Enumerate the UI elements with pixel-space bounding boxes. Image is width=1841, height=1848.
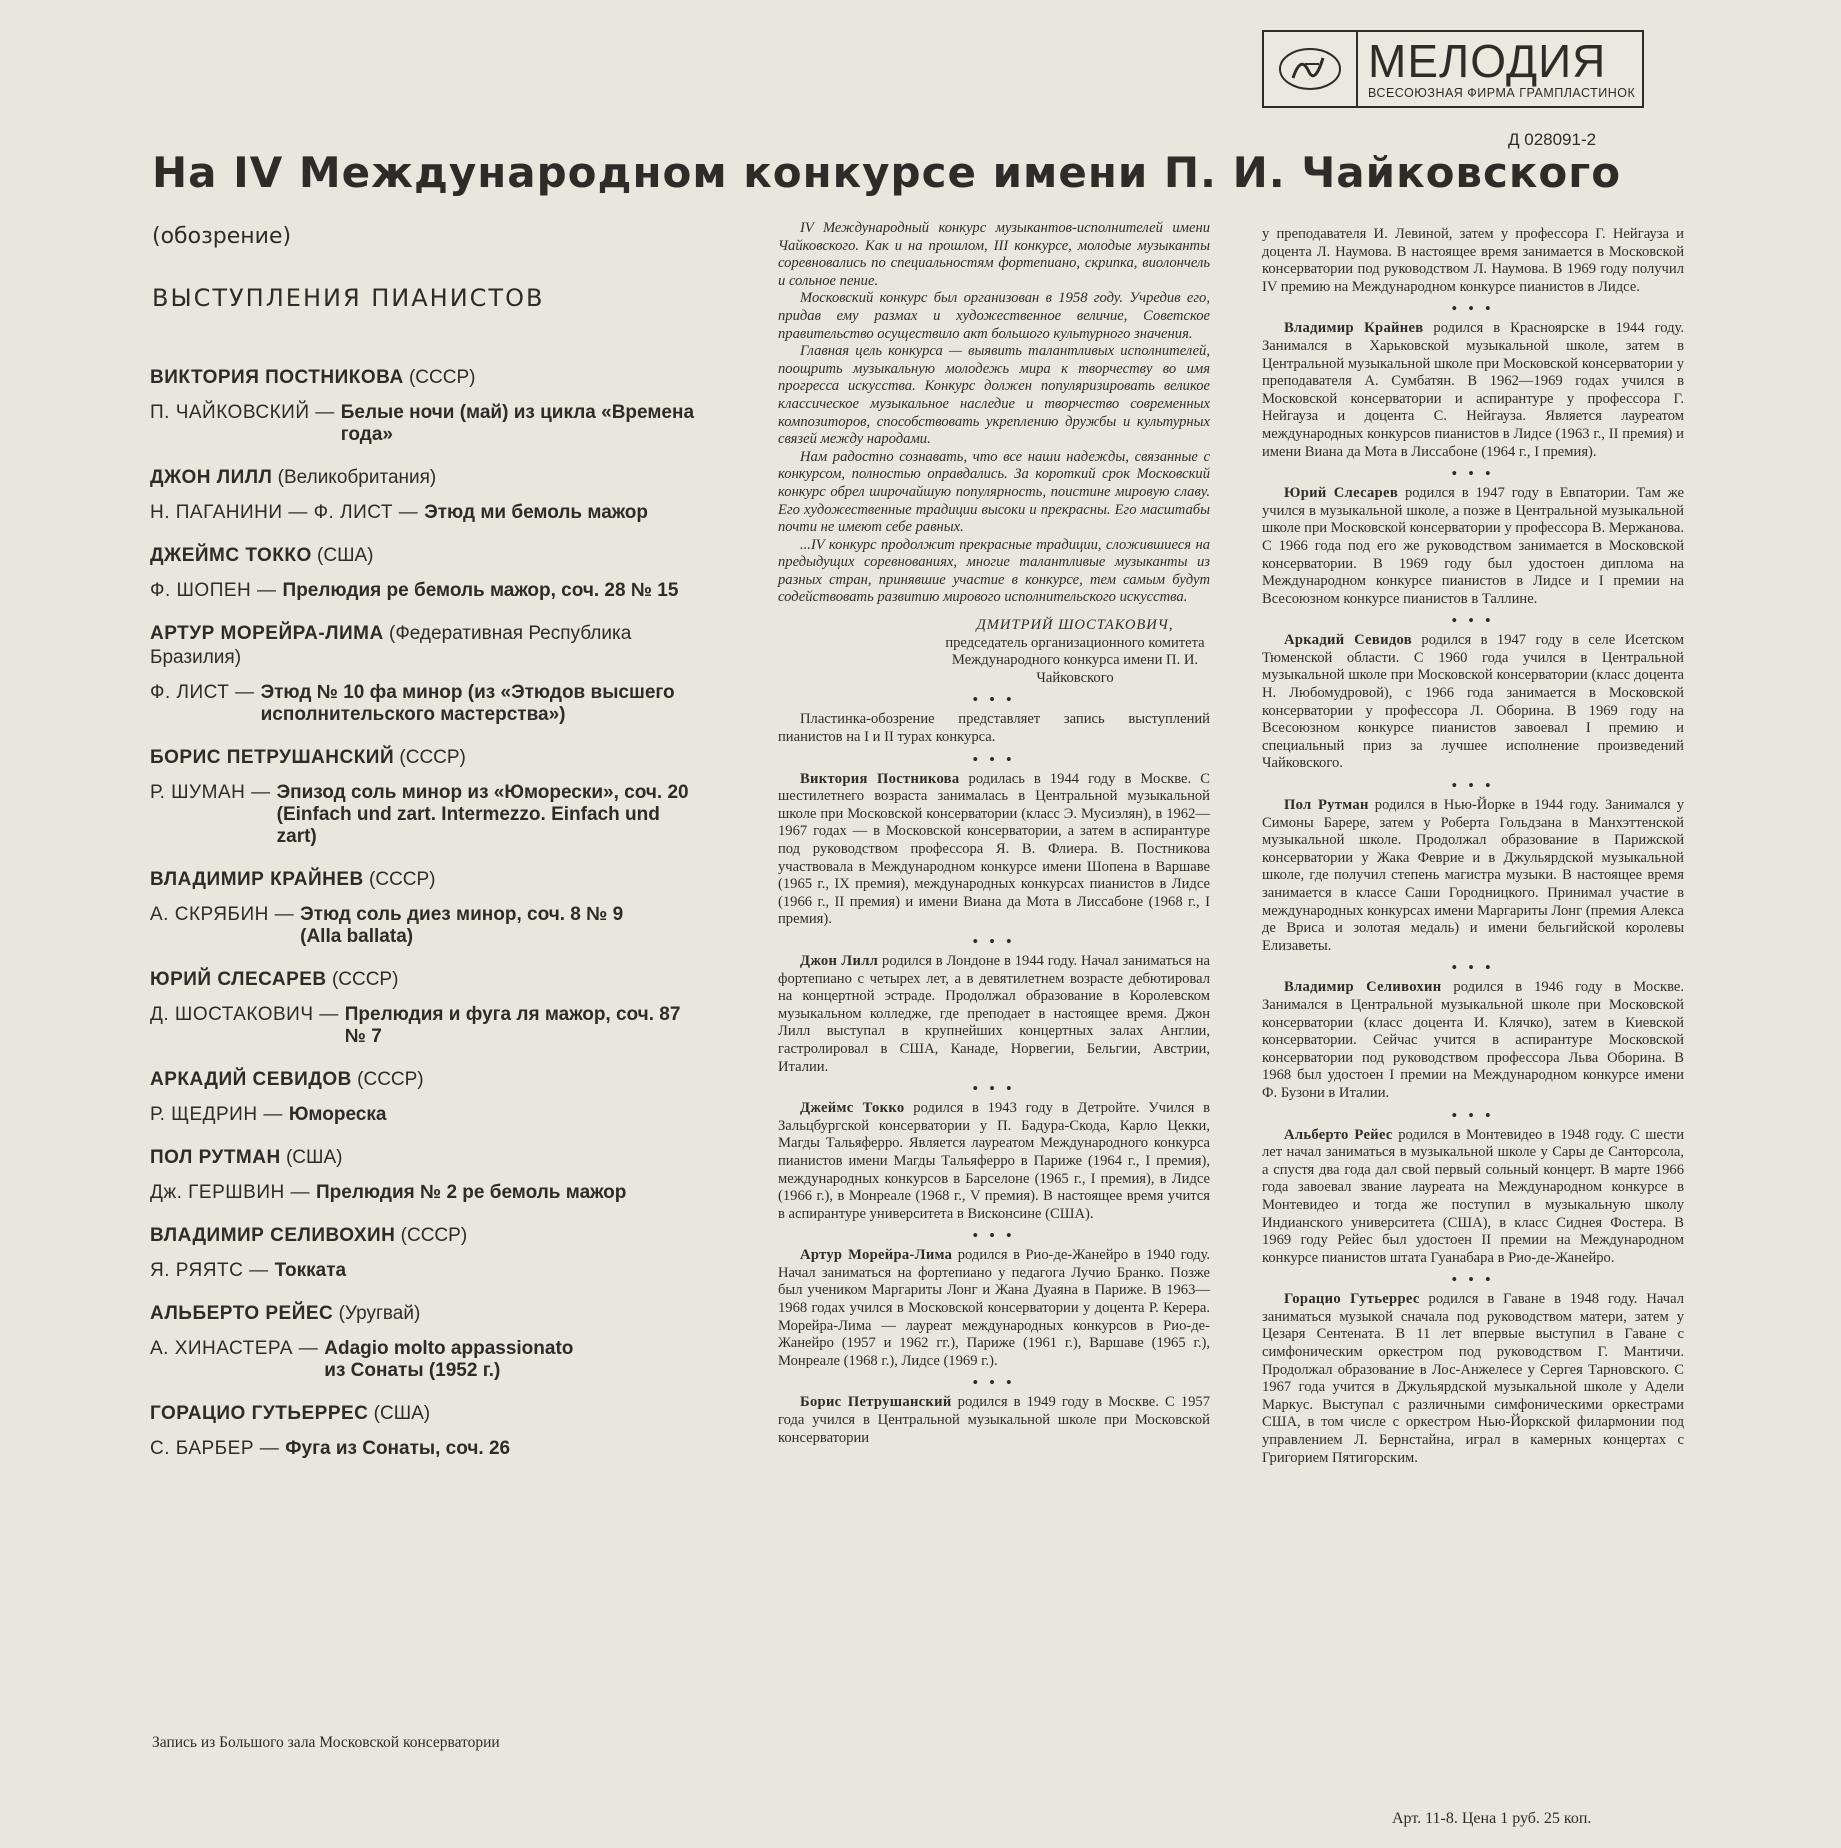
work-detail bbox=[269, 1260, 346, 1282]
work-detail bbox=[277, 580, 679, 602]
performer-country: (Уругвай) bbox=[338, 1303, 421, 1324]
work-piece: Прелюдия ре бемоль мажор, соч. 28 № 15 bbox=[282, 580, 679, 601]
performer-name: АРКАДИЙ СЕВИДОВ bbox=[150, 1069, 352, 1090]
performer-entry bbox=[150, 1224, 698, 1282]
work-note: из Сонаты (1952 г.) bbox=[324, 1360, 501, 1381]
bio-paragraph bbox=[1262, 320, 1684, 461]
separator: • • • bbox=[1451, 613, 1495, 630]
work-composer: Я. РЯЯТС — bbox=[150, 1260, 269, 1281]
bio-text: родился в 1943 году в Детройте. Учился в Зальцбургской консерватории у П. Бадура-Скода, Карло Цекки, Магды Тальяферро. Является лауреатом Международного конкурса пианистов имени Магды Тальяферро в Париже (1964 г., I премия), международных конкурсов в Барселоне (1965 г., I премия), в Лидсе (1966 г.), в Монреале (1968 г., V премия). В настоящее время учится в аспирантуре университета в Висконсине (США). bbox=[778, 1100, 1210, 1222]
bio-name: Владимир Селивохин bbox=[1284, 979, 1442, 996]
bio-text: у преподавателя И. Левиной, затем у профессора Г. Нейгауза и доцента Л. Наумова. В настоящее время занимается в Московской консерватории под руководством Л. Наумова. В 1969 году получил IV премию на Международном конкурсе пианистов в Лидсе. bbox=[1262, 226, 1684, 295]
intro-paragraph: ...IV конкурс продолжит прекрасные традиции, сложившиеся на предыдущих соревнованиях, многие талантливые музыканты из разных стран, принявшие участие в конкурсе, тем самым будут содействовать развитию мирового исполнительского искусства. bbox=[778, 536, 1210, 606]
work-detail bbox=[255, 682, 698, 726]
performer-country: (СССР) bbox=[331, 969, 399, 990]
performer-work bbox=[150, 402, 698, 446]
bio-text: родился в Гаване в 1948 году. Начал заниматься музыкой сначала под руководством матери, затем у Цезаря Сентената. В 11 лет впервые выступил в Гаване с симфоническим оркестром под руководством Г. Мантичи. Продолжал образование в Лос-Анжелесе у Сергея Тарновского. С 1967 года учится в Джульярдской музыкальной школе у Адели Маркус. Выступал с различными симфоническими оркестрами США, в том числе с оркестром Нью-Йоркской филармонии под управлением Л. Бернстайна, играл в камерных концертах с Григорием Пятигорским. bbox=[1262, 1291, 1684, 1466]
performer-heading bbox=[150, 968, 698, 992]
performer-heading bbox=[150, 1402, 698, 1426]
logo-name: МЕЛОДИЯ bbox=[1368, 35, 1607, 87]
performer-entry bbox=[150, 544, 698, 602]
bio-name: Джон Лилл bbox=[800, 952, 879, 969]
melodiya-logo bbox=[1262, 30, 1644, 108]
performer-work bbox=[150, 682, 698, 726]
bio-text: родился в Монтевидео в 1948 году. С шести лет начал заниматься в музыкальной школе у Сары де Санторсола, а спустя два года дал свой первый сольный концерт. В марте 1966 года завоевал звание лауреата на Международном конкурсе в Монтевидео и тогда же поступил в музыкальную школу Индианского университета (США), в класс Сиднея Фостера. В 1969 году Рейес был удостоен II премии на Международном конкурсе пианистов штата Гуанабара в Рио-де-Жанейро. bbox=[1262, 1126, 1685, 1266]
bio-paragraph bbox=[778, 1247, 1210, 1370]
bio-paragraph bbox=[778, 1100, 1210, 1223]
performer-name: ВИКТОРИЯ ПОСТНИКОВА bbox=[150, 367, 404, 388]
performer-work bbox=[150, 580, 698, 602]
work-piece: Фуга из Сонаты, соч. 26 bbox=[285, 1438, 511, 1459]
work-detail bbox=[418, 502, 648, 524]
work-detail bbox=[318, 1338, 573, 1382]
work-piece: Прелюдия № 2 ре бемоль мажор bbox=[316, 1182, 627, 1203]
article-column-right bbox=[1262, 226, 1684, 1467]
work-detail bbox=[294, 904, 623, 948]
bio-name: Виктория Постникова bbox=[800, 770, 960, 787]
bio-text: родился в 1946 году в Москве. Занимался в Центральной музыкальной школе при Московской консерватории (класс доцента И. Клячко), затем в Киевской консерватории. Сейчас учится в аспирантуре Московской консерватории под руководством профессора Льва Оборина. В 1968 был удостоен I премии на Международном конкурсе имени Ф. Бузони в Италии. bbox=[1262, 979, 1684, 1101]
work-piece: Белые ночи (май) из цикла «Времена года» bbox=[340, 402, 695, 445]
performer-heading bbox=[150, 868, 698, 892]
performer-heading bbox=[150, 544, 698, 568]
separator: • • • bbox=[972, 692, 1016, 709]
performer-work bbox=[150, 1182, 698, 1204]
work-piece: Токката bbox=[274, 1260, 347, 1281]
performer-name: ЮРИЙ СЛЕСАРЕВ bbox=[150, 969, 327, 990]
performer-country: (США) bbox=[317, 545, 374, 566]
performer-country: (СССР) bbox=[357, 1069, 424, 1090]
catalog-number: Д 028091-2 bbox=[1508, 130, 1597, 149]
separator: • • • bbox=[972, 1375, 1016, 1392]
separator: • • • bbox=[972, 933, 1016, 950]
work-detail bbox=[335, 402, 698, 446]
performer-name: ГОРАЦИО ГУТЬЕРРЕС bbox=[150, 1403, 369, 1424]
bio-name: Джеймс Токко bbox=[800, 1100, 905, 1117]
performer-heading bbox=[150, 622, 698, 670]
bio-paragraph bbox=[1262, 226, 1684, 296]
bio-paragraph bbox=[1262, 485, 1684, 608]
separator: • • • bbox=[972, 1081, 1016, 1098]
bio-paragraph bbox=[778, 953, 1210, 1076]
bio-text: родился в Рио-де-Жанейро в 1940 году. Начал заниматься на фортепиано у педагога Лучио Бранко. Позже был учеником Маргариты Лонг и Жана Дуаяна в Париже. В 1963—1968 годах учился в Московской консерватории у доцента Р. Керера. Морейра-Лима — лауреат международных конкурсов в Рио-де-Жанейро (1957 и 1962 гг.), Париже (1961 г.), Варшаве (1965 г.), Монреале (1968 г.), Лидсе (1969 г.). bbox=[778, 1247, 1210, 1369]
performer-work bbox=[150, 1260, 698, 1282]
work-composer: Ф. ЛИСТ — bbox=[150, 682, 255, 703]
signature-role: председатель организационного комитета Международного конкурса имени П. И. Чайковского bbox=[945, 634, 1205, 686]
bio-name: Горацио Гутьеррес bbox=[1284, 1291, 1420, 1308]
bio-paragraph bbox=[1262, 1127, 1684, 1268]
separator: • • • bbox=[1451, 1272, 1495, 1289]
performer-country: (Великобритания) bbox=[277, 467, 437, 488]
performer-entry bbox=[150, 968, 698, 1048]
work-note: (Einfach und zart. Intermezzo. Einfach und zart) bbox=[276, 804, 660, 847]
bio-text: родился в Лондоне в 1944 году. Начал заниматься на фортепиано с четырех лет, а в девятилетнем возрасте дебютировал на концертной эстраде. Продолжал образование в Королевском музыкальном колледже, где преподает в настоящее время. Джон Лилл выступал в крупнейших концертных залах Англии, гастролировал в США, Канаде, Норвегии, Бельгии, Австрии, Италии. bbox=[778, 952, 1210, 1075]
article-column-middle bbox=[778, 220, 1210, 1447]
work-piece: Этюд № 10 фа минор (из «Этюдов высшего исполнительского мастерства») bbox=[260, 682, 675, 725]
bio-name: Владимир Крайнев bbox=[1284, 320, 1424, 337]
performer-name: АЛЬБЕРТО РЕЙЕС bbox=[150, 1303, 334, 1324]
signature-name: ДМИТРИЙ ШОСТАКОВИЧ, bbox=[976, 617, 1174, 634]
bio-text: родился в Красноярске в 1944 году. Занимался в Харьковской музыкальной школе, затем в Центральной музыкальной школе при Московской консерватории у преподавателя А. Сумбатян. В 1962—1969 годах учился в Московской консерватории и аспирантуре у профессора Г. Нейгауза и доцента С. Нейгауза. Является лауреатом международных конкурсов пианистов в Лидсе (1963 г., II премия) и имени Виана да Мота в Лиссабоне (1964 г., I премия). bbox=[1262, 320, 1685, 460]
performer-name: ПОЛ РУТМАН bbox=[150, 1147, 281, 1168]
work-note: (Alla ballata) bbox=[300, 926, 414, 947]
work-detail bbox=[271, 782, 698, 848]
work-composer: Дж. ГЕРШВИН — bbox=[150, 1182, 311, 1203]
section-heading: ВЫСТУПЛЕНИЯ ПИАНИСТОВ bbox=[152, 284, 545, 312]
work-piece: Adagio molto appassionato bbox=[324, 1338, 574, 1359]
logo-subtitle: ВСЕСОЮЗНАЯ ФИРМА ГРАМПЛАСТИНОК bbox=[1368, 86, 1636, 100]
separator: • • • bbox=[1451, 1107, 1495, 1124]
performer-entry bbox=[150, 1146, 698, 1204]
bio-paragraph bbox=[1262, 797, 1684, 955]
performer-entry bbox=[150, 622, 698, 726]
separator: • • • bbox=[1451, 301, 1495, 318]
work-piece: Эпизод соль минор из «Юморески», соч. 20 bbox=[276, 782, 689, 803]
performer-name: ДЖЕЙМС ТОККО bbox=[150, 545, 312, 566]
performer-list bbox=[150, 366, 698, 1480]
work-detail bbox=[279, 1438, 510, 1460]
bio-paragraph bbox=[1262, 979, 1684, 1102]
work-composer: Н. ПАГАНИНИ — Ф. ЛИСТ — bbox=[150, 502, 419, 523]
bio-name: Аркадий Севидов bbox=[1284, 632, 1412, 649]
bio-text: родился в 1949 году в Москве. С 1957 года учился в Центральной музыкальной школе при Московской консерватории bbox=[778, 1394, 1210, 1446]
performer-name: АРТУР МОРЕЙРА-ЛИМА bbox=[150, 623, 384, 644]
bio-paragraph bbox=[1262, 1291, 1684, 1467]
bio-paragraph bbox=[1262, 632, 1684, 773]
price-line: Арт. 11-8. Цена 1 руб. 25 коп. bbox=[1392, 1810, 1592, 1827]
performer-heading bbox=[150, 1224, 698, 1248]
work-piece: Юмореска bbox=[288, 1104, 387, 1125]
bio-name: Пол Рутман bbox=[1284, 797, 1369, 814]
performer-name: ВЛАДИМИР КРАЙНЕВ bbox=[150, 869, 364, 890]
bio-paragraph bbox=[778, 771, 1210, 929]
bio-name: Борис Петрушанский bbox=[800, 1394, 952, 1411]
intro-paragraph: IV Международный конкурс музыкантов-исполнителей имени Чайковского. Как и на прошлом, III конкурсе, молодые музыканты соревновались по специальностям фортепиано, скрипка, виолончель и сольное пение. bbox=[778, 220, 1210, 289]
work-composer: Ф. ШОПЕН — bbox=[150, 580, 277, 601]
separator: • • • bbox=[972, 751, 1016, 768]
work-piece: Этюд соль диез минор, соч. 8 № 9 bbox=[300, 904, 624, 925]
bio-text: родился в Нью-Йорке в 1944 году. Занимался у Симоны Барере, затем у Роберта Гольдзана в Манхэттенской музыкальной школе. Продолжал образование в Парижской консерватории у Жака Февриe и в Джульярдской музыкальной школе, где получил степень магистра музыки. В настоящее время занимается в классе Саши Городницкого. Принимал участие в международных конкурсах имени Маргариты Лонг (премия Алекса де Вриса и золотая медаль) и имени бельгийской королевы Елизаветы. bbox=[1262, 797, 1684, 954]
intro-paragraph: Нам радостно сознавать, что все наши надежды, связанные с конкурсом, полностью оправдались. За короткий срок Московский конкурс обрел широчайшую популярность, поистине мировую славу. Его художественные традиции высоки и прекрасны. Его масштабы почти не имеют себе равных. bbox=[778, 448, 1210, 536]
separator: • • • bbox=[1451, 466, 1495, 483]
work-piece: Прелюдия и фуга ля мажор, соч. 87 № 7 bbox=[344, 1004, 681, 1047]
intro-paragraph: Главная цель конкурса — выявить талантливых исполнителей, поощрить музыкальную молодежь мира к творчеству во имя прогресса искусства. Конкурс должен популяризировать великое классическое музыкальное наследие и творчество современных композиторов, способствовать укреплению дружбы и культурных связей между народами. bbox=[778, 343, 1210, 448]
performer-work bbox=[150, 1004, 698, 1048]
separator: • • • bbox=[1451, 778, 1495, 795]
separator: • • • bbox=[972, 1228, 1016, 1245]
work-detail bbox=[310, 1182, 626, 1204]
melodiya-emblem-icon bbox=[1264, 32, 1358, 106]
work-composer: Д. ШОСТАКОВИЧ — bbox=[150, 1004, 339, 1025]
performer-name: БОРИС ПЕТРУШАНСКИЙ bbox=[150, 747, 395, 768]
performer-entry bbox=[150, 1402, 698, 1460]
bio-text: родился в 1947 году в Евпатории. Там же учился в музыкальной школе, а позже в Центральной музыкальной школе при Московской консерватории у профессора В. Мержанова. С 1966 года под его же руководством занимается в Московской консерватории. В 1969 году был удостоен диплома на Международном конкурсе пианистов в Лидсе и I премии на Всесоюзном конкурсе пианистов в Таллине. bbox=[1262, 485, 1684, 607]
page-title: На IV Международном конкурсе имени П. И. Чайковского bbox=[152, 148, 1622, 197]
performer-heading bbox=[150, 1302, 698, 1326]
performer-work bbox=[150, 1438, 698, 1460]
bio-text: родился в 1947 году в селе Исетском Тюменской области. С 1960 года учился в Центральной музыкальной школе при Московской консерватории (класс доцента Н. Любомудровой), с 1966 года занимается в Московской консерватории у профессора Л. Оборина. В 1969 году на Всесоюзном конкурсе пианистов завоевал I премию и специальный приз за лучшее исполнение произведений Чайковского. bbox=[1262, 632, 1684, 772]
performer-work bbox=[150, 782, 698, 848]
performer-country: (СССР) bbox=[400, 1225, 468, 1246]
performer-name: ДЖОН ЛИЛЛ bbox=[150, 467, 273, 488]
performer-entry bbox=[150, 1068, 698, 1126]
work-piece: Этюд ми бемоль мажор bbox=[424, 502, 648, 523]
performer-heading bbox=[150, 466, 698, 490]
work-composer: Р. ШУМАН — bbox=[150, 782, 271, 803]
work-detail bbox=[339, 1004, 698, 1048]
bio-name: Юрий Слесарев bbox=[1284, 485, 1399, 502]
work-composer: А. СКРЯБИН — bbox=[150, 904, 295, 925]
bio-text: родилась в 1944 году в Москве. С шестилетнего возраста занималась в Центральной музыкальной школе при Московской консерватории (класс Э. Мусиэлян), в 1962—1967 годах — в Московской консерватории, а затем в аспирантуре под руководством профессора Я. В. Флиера. В. Постникова участвовала в Международном конкурсе имени Шопена в Варшаве (1965 г., IX премия), международных конкурсах пианистов в Лидсе (1966 г., II премия) и имени Виана да Мота в Лиссабоне (1968 г., I премия). bbox=[778, 770, 1210, 928]
performer-heading bbox=[150, 746, 698, 770]
performer-heading bbox=[150, 1068, 698, 1092]
performer-work bbox=[150, 502, 698, 524]
intro-text bbox=[778, 220, 1210, 607]
performer-country: (Федеративная Республика Бразилия) bbox=[150, 623, 632, 668]
performer-name: ВЛАДИМИР СЕЛИВОХИН bbox=[150, 1225, 396, 1246]
performer-work bbox=[150, 1338, 698, 1382]
performer-entry bbox=[150, 366, 698, 446]
overview-text: Пластинка-обозрение представляет запись выступлений пианистов на I и II турах конкурса. bbox=[778, 711, 1210, 746]
bio-paragraph bbox=[778, 1394, 1210, 1447]
bio-name: Артур Морейра-Лима bbox=[800, 1247, 953, 1264]
performer-work bbox=[150, 904, 698, 948]
work-composer: П. ЧАЙКОВСКИЙ — bbox=[150, 402, 335, 423]
performer-country: (СССР) bbox=[408, 367, 476, 388]
performer-heading bbox=[150, 366, 698, 390]
work-composer: Р. ЩЕДРИН — bbox=[150, 1104, 283, 1125]
work-composer: С. БАРБЕР — bbox=[150, 1438, 280, 1459]
intro-paragraph: Московский конкурс был организован в 1958 году. Учредив его, придав ему размах и художественное величие, Советское правительство осуществило акт большого культурного значения. bbox=[778, 290, 1210, 342]
performer-country: (США) bbox=[373, 1403, 431, 1424]
performer-entry bbox=[150, 746, 698, 848]
work-composer: А. ХИНАСТЕРА — bbox=[150, 1338, 319, 1359]
bio-name: Альберто Рейес bbox=[1284, 1126, 1393, 1143]
performer-entry bbox=[150, 466, 698, 524]
performer-heading bbox=[150, 1146, 698, 1170]
signature bbox=[778, 617, 1210, 687]
performer-country: (США) bbox=[285, 1147, 343, 1168]
page-subtitle: (обозрение) bbox=[152, 224, 292, 249]
performer-country: (СССР) bbox=[369, 869, 436, 890]
work-detail bbox=[283, 1104, 387, 1126]
separator: • • • bbox=[1451, 960, 1495, 977]
performer-entry bbox=[150, 1302, 698, 1382]
performer-country: (СССР) bbox=[399, 747, 466, 768]
recording-note: Запись из Большого зала Московской консерватории bbox=[152, 1734, 500, 1751]
performer-entry bbox=[150, 868, 698, 948]
performer-work bbox=[150, 1104, 698, 1126]
